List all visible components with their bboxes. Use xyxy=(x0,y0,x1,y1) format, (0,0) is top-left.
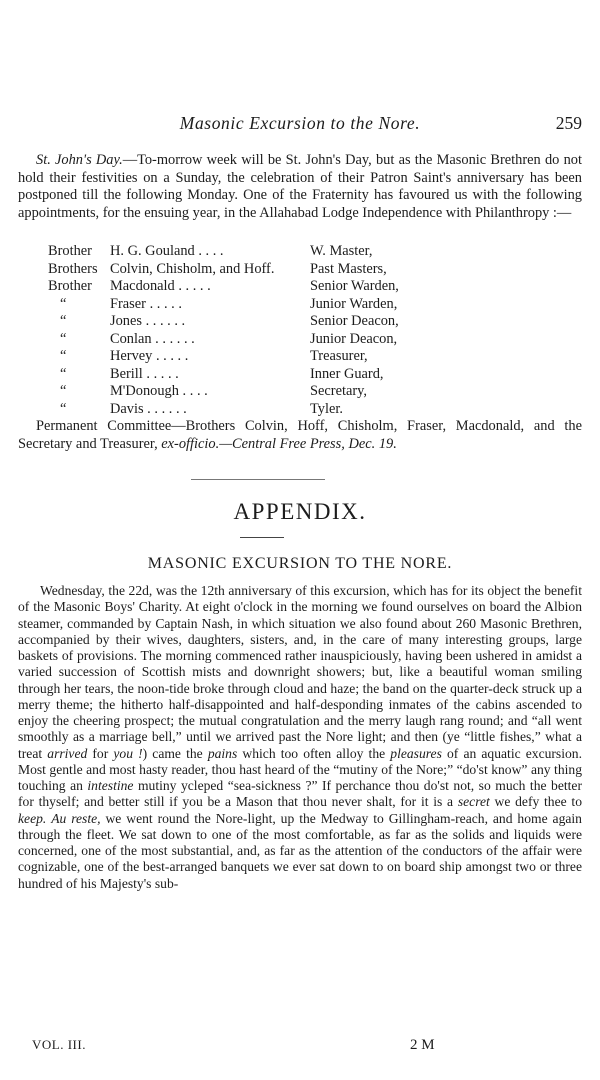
appointment-prefix: “ xyxy=(60,383,67,399)
appointment-prefix: Brother xyxy=(48,278,92,294)
page-number: 259 xyxy=(555,113,582,133)
appointment-name: Fraser . . . . . xyxy=(110,295,182,312)
appointment-name: Jones . . . . . . xyxy=(110,313,186,329)
appointment-row xyxy=(48,313,518,331)
appointment-prefix: Brothers xyxy=(48,260,98,277)
appointment-prefix: Brother xyxy=(48,243,92,259)
appointment-office: Secretary, xyxy=(310,383,367,399)
appointment-name: Davis . . . . . . xyxy=(110,400,187,417)
source-citation: —Central Free Press, Dec. 19. xyxy=(219,435,397,452)
appointment-office: Junior Warden, xyxy=(310,295,398,312)
page-footer xyxy=(18,1037,582,1055)
intro-lead: St. John's Day. xyxy=(36,152,123,168)
section-title: MASONIC EXCURSION TO THE NORE. xyxy=(147,555,453,572)
appointments-list xyxy=(48,243,518,418)
signature-mark: 2 M xyxy=(410,1037,435,1053)
appointment-row xyxy=(48,278,518,296)
appointment-office: Junior Deacon, xyxy=(310,330,398,347)
section-divider xyxy=(191,479,325,480)
appointment-name: M'Donough . . . . xyxy=(110,383,208,399)
page-header xyxy=(18,113,582,137)
appointment-row xyxy=(48,331,518,349)
appointment-name: H. G. Gouland . . . . xyxy=(110,243,224,259)
appointment-row xyxy=(48,383,518,401)
appointment-row xyxy=(48,366,518,384)
appointment-office: W. Master, xyxy=(310,243,373,259)
appendix-body: Wednesday, the 22d, was the 12th anniversary of this excursion, which has for its object the benefit of the Masonic Boys' Charity. At eight o'clock in the morning we found ourselves on board the Albion steamer, commanded by Captain Nash, in which situation we also found about 260 Masonic Brethren, accompanied by their wives, daughters, sisters, and, in the care of many interesting groups, large baskets of provisions. The morning commenced rather inauspiciously, having been ushered in amidst a varied succession of Scottish mists and downright showers; but, like a beautiful woman smiling through her tears, the noon-tide broke through cloud and haze; the band on the quarter-deck struck up a merry theme; the hitherto half-disappointed and half-desponding inmates of the cabins ascended to enjoy the cheering prospect; the mutual congratulation and the merry laugh rang round; and “all went smoothly as a marriage bell,” until we arrived past the Nore light; and then (ye “little fishes,” what a treat arrived for you !) came the pains which too often alloy the pleasures of an aquatic excursion. Most gentle and most hasty reader, thou hast heard of the “mutiny of the Nore;” “do'st know” any thing touching an intestine mutiny ycleped “sea-sickness ?” If perchance thou do'st not, so much the better for thyself; and better still if you be a Mason that thou never shalt, for it is a secret we defy thee to keep. Au reste, we went round the Nore-light, up the Medway to Gillingham-reach, and home again through the fleet. We sat down to one of the most comfortable, as far as the solids and liquids were concerned, one of the most substantial, and, as far as the attention of the conductors of the affair were cognizable, one of the best-arranged banquets we ever sat down to on board ship amongst two or three hundred of his Majesty's sub- xyxy=(18,583,582,891)
appointment-name: Macdonald . . . . . xyxy=(110,278,211,294)
appointment-office: Inner Guard, xyxy=(310,365,384,382)
appointment-row xyxy=(48,401,518,419)
running-head: Masonic Excursion to the Nore. xyxy=(179,113,421,133)
appointment-office: Tyler. xyxy=(310,400,343,417)
appointment-prefix: “ xyxy=(60,313,67,329)
appointment-name: Conlan . . . . . . xyxy=(110,330,195,347)
appointment-office: Senior Warden, xyxy=(310,278,399,294)
appointment-prefix: “ xyxy=(60,348,67,364)
appointment-name: Hervey . . . . . xyxy=(110,348,189,364)
appointment-office: Senior Deacon, xyxy=(310,313,399,329)
appointment-office: Past Masters, xyxy=(310,260,387,277)
title-rule xyxy=(240,537,284,538)
appointment-prefix: “ xyxy=(60,330,67,347)
appointment-name: Colvin, Chisholm, and Hoff. xyxy=(110,260,275,277)
appointment-prefix: “ xyxy=(60,400,67,417)
appointment-name: Berill . . . . . xyxy=(110,365,179,382)
appointment-row xyxy=(48,296,518,314)
appointment-prefix: “ xyxy=(60,365,67,382)
committee-text: Permanent Committee—Brothers Colvin, Hoff, Chisholm, Fraser, Macdonald, and the Secretary and Treasurer, xyxy=(18,418,582,452)
appointment-row xyxy=(48,261,518,279)
appointment-office: Treasurer, xyxy=(310,348,368,364)
intro-text: —To-morrow week will be St. John's Day, but as the Masonic Brethren do not hold their festivities on a Sunday, the celebration of their Patron Saint's anniversary has been postponed till the following Monday. One of the Fraternity has favoured us with the following appointments, for the ensuing year, in the Allahabad Lodge Independence with Philanthropy :— xyxy=(18,152,582,221)
appendix-title: APPENDIX. xyxy=(233,499,367,524)
appointment-prefix: “ xyxy=(60,295,67,312)
intro-paragraph xyxy=(18,152,582,222)
appointment-row xyxy=(48,348,518,366)
appointment-row xyxy=(48,243,518,261)
committee-paragraph xyxy=(18,418,582,453)
ex-officio: ex-officio. xyxy=(161,435,220,452)
volume-label: VOL. III. xyxy=(32,1037,86,1052)
